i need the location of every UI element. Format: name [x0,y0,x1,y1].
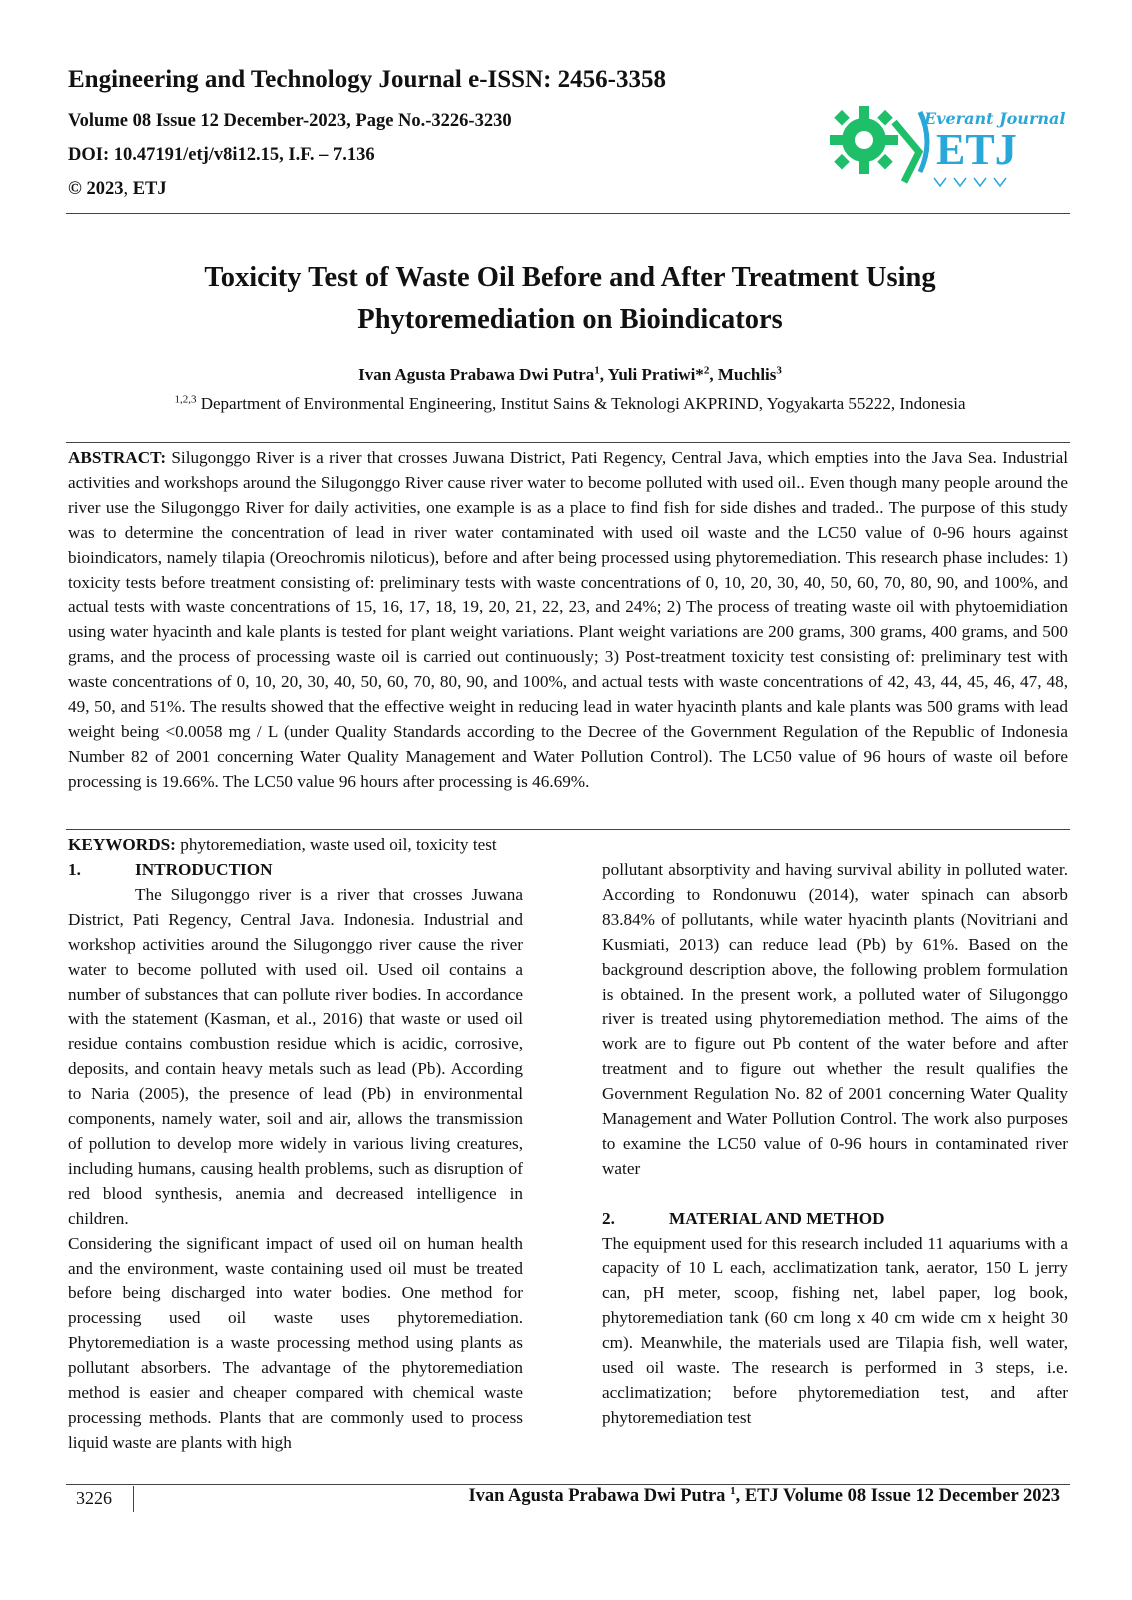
right-column [602,858,1068,1431]
intro-number: 1. [68,860,81,879]
method-number: 2. [602,1208,615,1228]
affiliation [80,394,1060,414]
author-2-sup: 2 [703,364,710,377]
journal-title: Engineering and Technology Journal e-ISSN: 2456-3358 [68,66,667,93]
method-heading-text: MATERIAL AND METHOD [669,1208,885,1228]
footer-author: Ivan Agusta Prabawa Dwi Putra [468,1486,726,1506]
title-line-2: Phytoremediation on Bioindicators [357,304,783,335]
etj-logo-graphic [824,92,1066,200]
footer-rest: , ETJ Volume 08 Issue 12 December 2023 [735,1486,1060,1506]
author-3-sup: 3 [776,364,782,377]
footer-divider [66,1484,1070,1485]
footer-separator [133,1486,134,1512]
author-1: Ivan Agusta Prabawa Dwi Putra [358,365,595,384]
affiliation-text: Department of Environmental Engineering, Institut Sains & Teknologi AKPRIND, Yogyakarta 55222, Indonesia [200,394,966,413]
page-number: 3226 [76,1488,112,1508]
abstract [68,446,1068,795]
keywords-text: phytoremediation, waste used oil, toxicity test [180,835,497,854]
intro-heading [68,858,523,883]
author-2: Yuli Pratiwi* [607,365,704,384]
abstract-divider-top [66,442,1070,443]
title-line-1: Toxicity Test of Waste Oil Before and After Treatment Using [204,262,936,293]
keywords-label: KEYWORDS: [68,835,176,854]
logo-etj-letters: ETJ [936,125,1017,174]
copyright-org: ETJ [132,178,167,199]
author-1-sup: 1 [594,364,600,377]
header-divider [66,213,1070,214]
author-3: Muchlis [717,365,777,384]
journal-header [68,66,708,212]
author-list: Ivan Agusta Prabawa Dwi Putra$^1$, Yuli Pratiwi*$^2$, Muchlis$^3$ [358,364,782,384]
method-heading [602,1207,1068,1232]
intro-paragraph-3: pollutant absorptivity and having survival ability in polluted water. According to Rondonuwu (2014), water spinach can absorb 83.84% of pollutants, while water hyacinth plants (Novitriani and Kusmiati, 2013) can reduce lead (Pb) by 61%. Based on the background description above, the following problem formulation is obtained. In the present work, a polluted water of Silugonggo river is treated using phytoremediation method. The aims of the work are to figure out Pb content of the water before and after treatment and to figure out whether the result qualifies the Government Regulation No. 82 of 2001 concerning Water Quality Management and Water Pollution Control. The work also purposes to examine the LC50 value of 0-96 hours in contaminated river water [602,860,1068,1178]
intro-paragraph-2: Considering the significant impact of used oil on human health and the environment, waste containing used oil must be treated before being discharged into water bodies. One method for processing used oil waste uses phytoremediation. Phytoremediation is a waste processing method using plants as pollutant absorbers. The advantage of the phytoremediation method is easier and cheaper compared with chemical waste processing methods. Plants that are commonly used to process liquid waste are plants with high [68,1233,523,1452]
abstract-label: ABSTRACT: [68,448,167,467]
footer-sup: 1 [730,1484,736,1497]
keywords [68,833,1068,857]
logo-journal-text: Everant Journal [924,109,1066,128]
copyright-year: © 2023 [68,178,124,199]
paper-title [120,257,1020,341]
copyright-line: © 2023, ETJ [68,178,167,199]
footer-citation [468,1486,1060,1507]
abstract-divider-bottom [66,829,1070,830]
left-column [68,858,523,1456]
doi-line: DOI: 10.47191/etj/v8i12.15, I.F. – 7.136 [68,144,375,165]
affiliation-sup: 1,2,3 [174,393,197,406]
etj-logo [824,92,1066,200]
intro-heading-text: INTRODUCTION [135,860,273,879]
intro-paragraph-1: The Silugonggo river is a river that crosses Juwana District, Pati Regency, Central Java. Indonesia. Industrial and workshop activities around the Silugonggo river cause the river water to become polluted with used oil. Used oil contains a number of substances that can pollute river bodies. In accordance with the statement (Kasman, et al., 2016) that waste or used oil residue contains combustion residue which is acidic, corrosive, deposits, and contain heavy metals such as lead (Pb). According to Naria (2005), the presence of lead (Pb) in environmental components, namely water, soil and air, allows the transmission of pollution to develop more widely in various living creatures, including humans, causing health problems, such as disruption of red blood synthesis, anemia and decreased intelligence in children. [68,884,523,1228]
volume-line: Volume 08 Issue 12 December-2023, Page No.-3226-3230 [68,110,512,131]
method-paragraph-1: The equipment used for this research included 11 aquariums with a capacity of 10 L each, acclimatization tank, aerator, 150 L jerry can, pH meter, scoop, fishing net, label paper, log book, phytoremediation tank (60 cm long x 40 cm wide cm x height 30 cm). Meanwhile, the materials used are Tilapia fish, well water, used oil waste. The research is performed in 3 steps, i.e. acclimatization; before phytoremediation test, and after phytoremediation test [602,1233,1068,1427]
abstract-text: Silugonggo River is a river that crosses Juwana District, Pati Regency, Central Java, which empties into the Java Sea. Industrial activities and workshops around the Silugonggo River cause river water to become polluted with used oil.. Even though many people around the river use the Silugonggo River for daily activities, one example is as a place to find fish for side dishes and traded.. The purpose of this study was to determine the concentration of lead in river water contaminated with used oil waste and the LC50 value of 0-96 hours against bioindicators, namely tilapia (Oreochromis niloticus), before and after being processed using phytoremediation. This research phase includes: 1) toxicity tests before treatment consisting of: preliminary tests with waste concentrations of 0, 10, 20, 30, 40, 50, 60, 70, 80, 90, and 100%, and actual tests with waste concentrations of 15, 16, 17, 18, 19, 20, 21, 22, 23, and 24%; 2) The process of treating waste oil with phytoemidiation using water hyacinth and kale plants is tested for plant weight variations. Plant weight variations are 200 grams, 300 grams, 400 grams, and 500 grams, and the process of processing waste oil is carried out continuously; 3) Post-treatment toxicity test consisting of: preliminary test with waste concentrations of 0, 10, 20, 30, 40, 50, 60, 70, 80, 90, and 100%, and actual tests with waste concentrations of 42, 43, 44, 45, 46, 47, 48, 49, 50, and 51%. The results showed that the effective weight in reducing lead in water hyacinth plants and kale plants was 500 grams with lead weight being <0.0058 mg / L (under Quality Standards according to the Decree of the Government Regulation of the Republic of Indonesia Number 82 of 2001 concerning Water Quality Management and Water Pollution Control). The LC50 value of 96 hours of waste oil before processing is 19.66%. The LC50 value 96 hours after processing is 46.69%. [68,448,1069,791]
